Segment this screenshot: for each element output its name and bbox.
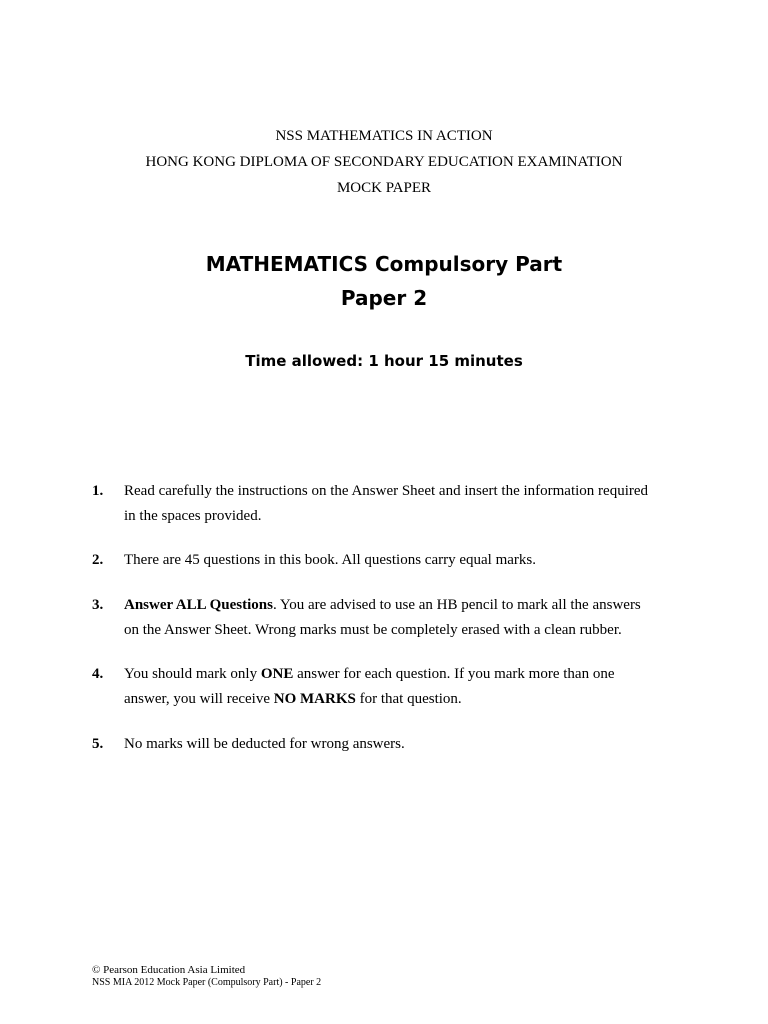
text-segment: You should mark only [124, 666, 261, 682]
instruction-number: 1. [92, 483, 104, 499]
instruction-text [124, 732, 684, 757]
instruction-text [124, 662, 684, 712]
text-segment: for that question. [355, 691, 462, 707]
text-segment: answer, you will receive [124, 691, 274, 707]
instruction-line [124, 687, 684, 712]
page-title: MATHEMATICS Compulsory Part [205, 252, 563, 276]
time-allowed: Time allowed: 1 hour 15 minutes [245, 352, 523, 370]
instruction-line: in the spaces provided. [124, 508, 262, 524]
instruction-number: 2. [92, 552, 104, 568]
instruction-number: 4. [92, 666, 104, 682]
instruction-line: on the Answer Sheet. Wrong marks must be completely erased with a clean rubber. [124, 622, 622, 638]
instruction-text [124, 479, 684, 529]
instruction-line [124, 662, 684, 687]
instruction-text [124, 548, 684, 573]
instruction-number: 5. [92, 736, 104, 752]
instruction-number: 3. [92, 597, 104, 613]
instruction-line-rest: . You are advised to use an HB pencil to mark all the answers [272, 597, 641, 613]
instruction-line: No marks will be deducted for wrong answers. [124, 736, 405, 752]
instruction-line: Read carefully the instructions on the Answer Sheet and insert the information required [124, 483, 649, 499]
footer-paper-ref: NSS MIA 2012 Mock Paper (Compulsory Part) - Paper 2 [92, 977, 322, 988]
text-segment: answer for each question. If you mark more than one [293, 666, 615, 682]
header-line-series: NSS MATHEMATICS IN ACTION [275, 128, 493, 144]
paper-number: Paper 2 [340, 286, 428, 310]
emphasis: NO MARKS [273, 691, 356, 707]
instruction-line [124, 593, 684, 618]
instruction-text [124, 593, 684, 643]
header-line-mock: MOCK PAPER [336, 180, 432, 196]
header-line-exam: HONG KONG DIPLOMA OF SECONDARY EDUCATION EXAMINATION [145, 154, 623, 170]
instruction-line: There are 45 questions in this book. All questions carry equal marks. [124, 552, 536, 568]
emphasis: Answer ALL Questions [124, 597, 273, 613]
emphasis: ONE [260, 666, 294, 682]
footer-copyright: © Pearson Education Asia Limited [92, 964, 246, 976]
